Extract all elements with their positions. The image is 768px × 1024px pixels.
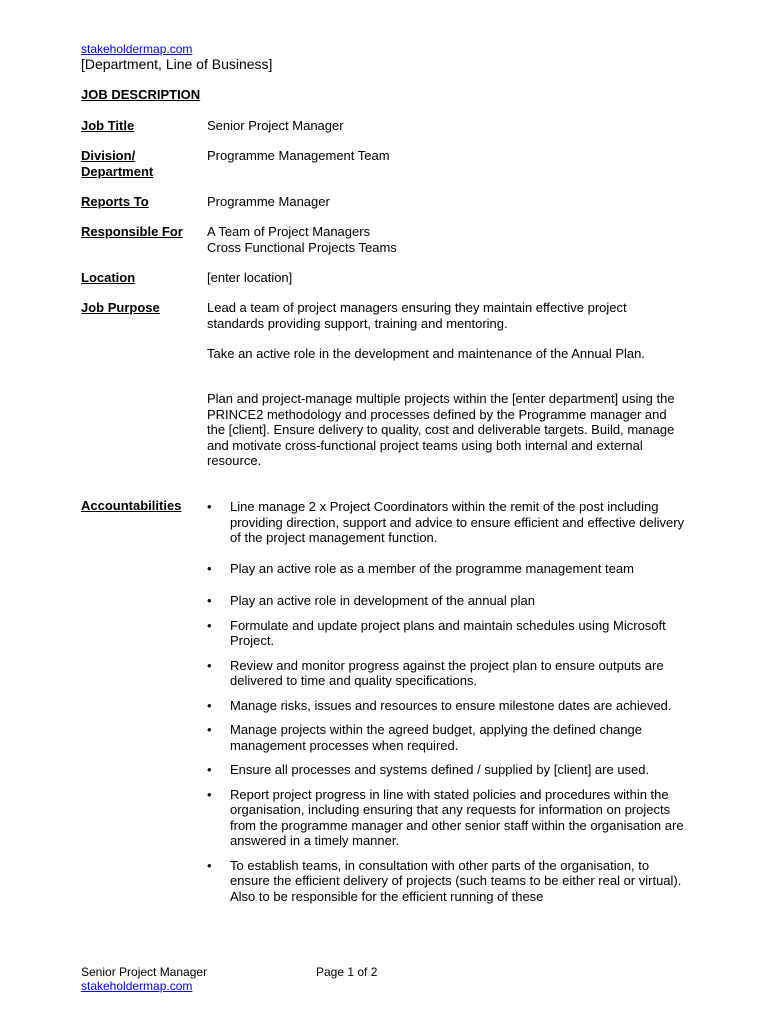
bullet-icon: • <box>207 857 212 873</box>
division-value: Programme Management Team <box>207 148 390 163</box>
job-title-value: Senior Project Manager <box>207 118 344 133</box>
footer-page-number: Page 1 of 2 <box>316 965 378 979</box>
division-label-line1: Division/ <box>81 148 136 163</box>
bullet-icon: • <box>207 560 212 576</box>
bullet-icon: • <box>207 617 212 633</box>
list-item-text: Manage risks, issues and resources to ensure milestone dates are achieved. <box>230 697 672 713</box>
list-item <box>207 658 687 689</box>
list-item-text: Play an active role as a member of the programme management team <box>230 560 634 576</box>
bullet-icon: • <box>207 786 212 802</box>
responsible-for-value <box>207 224 687 255</box>
job-purpose-label: Job Purpose <box>81 300 160 315</box>
list-item-text: Line manage 2 x Project Coordinators within the remit of the post including providing direction, support and advice to ensure efficient and effective delivery of the project management function. <box>230 499 685 545</box>
list-item-text: Play an active role in development of the annual plan <box>230 593 535 608</box>
list-item-text: Report project progress in line with stated policies and procedures within the organisation, including ensuring that any requests for information on projects from the programme manager and other senior staff within the organisation are answered in a timely manner. <box>230 786 684 848</box>
responsible-for-line1: A Team of Project Managers <box>207 224 371 239</box>
job-purpose-paragraph: Take an active role in the development and maintenance of the Annual Plan. <box>207 346 645 361</box>
list-item-text: Formulate and update project plans and maintain schedules using Microsoft Project. <box>230 617 666 648</box>
footer-site-link[interactable]: stakeholdermap.com <box>81 979 193 993</box>
list-item <box>207 561 687 577</box>
job-purpose-paragraph: Plan and project-manage multiple projects within the [enter department] using the PRINCE2 methodology and processes defined by the Programme manager and the [client]. Ensure delivery to quality, cost and deliverable targets. Build, manage and motivate cross-functional project teams using both internal and external resource. <box>207 391 675 468</box>
list-item-text: Ensure all processes and systems defined / supplied by [client] are used. <box>230 762 650 777</box>
bullet-icon: • <box>207 722 212 737</box>
list-item <box>207 618 687 649</box>
list-item <box>207 787 687 849</box>
list-item-text: To establish teams, in consultation with other parts of the organisation, to ensure the efficient delivery of projects (such teams to be either real or virtual). Also to be responsible for the efficient running of these <box>230 857 682 904</box>
list-item-text: Manage projects within the agreed budget, applying the defined change management processes when required. <box>230 722 642 753</box>
job-purpose-paragraph: Lead a team of project managers ensuring they maintain effective project standards providing support, training and mentoring. <box>207 300 627 331</box>
bullet-icon: • <box>207 657 212 673</box>
job-title-label: Job Title <box>81 118 135 133</box>
accountabilities-list <box>207 499 687 904</box>
job-purpose-value-3 <box>207 391 677 469</box>
list-item <box>207 722 687 753</box>
responsible-for-line2: Cross Functional Projects Teams <box>207 239 397 255</box>
job-purpose-value <box>207 300 677 331</box>
bullet-icon: • <box>207 499 212 514</box>
list-item <box>207 762 687 778</box>
division-label <box>81 148 201 179</box>
bullet-icon: • <box>207 762 212 777</box>
reports-to-label: Reports To <box>81 194 149 209</box>
bullet-icon: • <box>207 593 212 608</box>
location-label: Location <box>81 270 136 285</box>
reports-to-value: Programme Manager <box>207 194 330 209</box>
accountabilities-label: Accountabilities <box>81 498 182 513</box>
responsible-for-label: Responsible For <box>81 224 183 239</box>
location-value: [enter location] <box>207 270 293 285</box>
list-item <box>207 499 687 546</box>
list-item <box>207 698 687 714</box>
division-label-line2: Department <box>81 163 154 179</box>
footer-document-title: Senior Project Manager <box>81 965 208 979</box>
document-title: JOB DESCRIPTION <box>81 87 201 102</box>
bullet-icon: • <box>207 697 212 713</box>
list-item-text: Review and monitor progress against the project plan to ensure outputs are delivered to time and quality specifications. <box>230 657 664 688</box>
header-department: [Department, Line of Business] <box>81 56 273 72</box>
header-site-link[interactable]: stakeholdermap.com <box>81 42 193 56</box>
list-item <box>207 858 687 905</box>
list-item <box>207 593 687 609</box>
job-purpose-value-2 <box>207 346 677 362</box>
